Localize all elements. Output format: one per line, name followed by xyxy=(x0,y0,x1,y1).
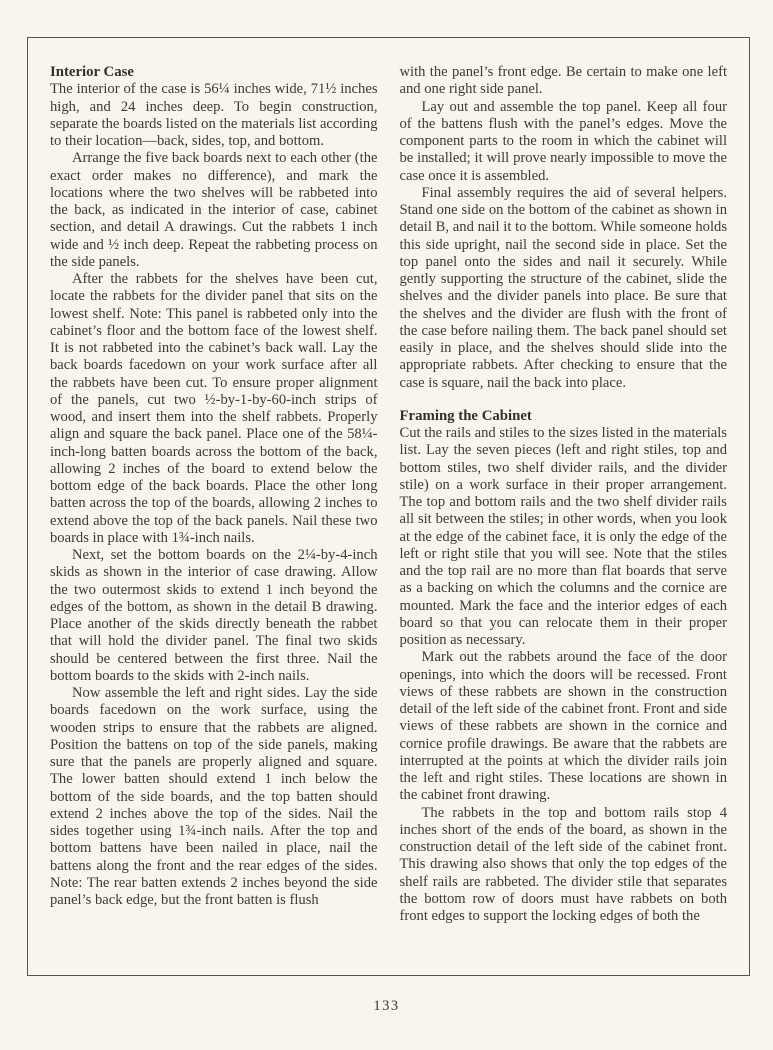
paragraph: with the panel’s front edge. Be certain to make one left and one right side panel. xyxy=(399,64,727,98)
paragraph: Final assembly requires the aid of several helpers. Stand one side on the bottom of the cabinet as shown in detail B, and nail it to the bottom. While someone holds this side upright, nail the second side in place. Set the top panel onto the sides and nail it securely. While gently supporting the structure of the cabinet, slide the shelves and the divider panels into place. Be sure that the shelves and the divider are flush with the front of the case before nailing them. The back panel should set easily in place, and the shelves should slide into the appropriate rabbets. After checking to ensure that the case is square, nail the back into place. xyxy=(399,184,727,391)
left-column xyxy=(50,64,378,955)
section-heading-framing-the-cabinet: Framing the Cabinet xyxy=(399,407,532,424)
paragraph: Now assemble the left and right sides. Lay the side boards facedown on the work surface, using the wooden strips to ensure that the rabbets are aligned. Position the battens on top of the side panels, making sure that the panels are properly aligned and square. The lower batten should extend 1 inch below the bottom of the side boards, and the top batten should extend 2 inches above the top of the sides. Nail the sides together using 1¾-inch nails. After the top and bottom battens have been nailed in place, nail the battens along the front and the rear edges of the sides. Note: The rear batten extends 2 inches beyond the side panel’s back edge, but the front batten is flush xyxy=(50,685,378,908)
paragraph: The interior of the case is 56¼ inches wide, 71½ inches high, and 24 inches deep. To begin construction, separate the boards listed on the materials list according to their location—back, sides, top, and bottom. xyxy=(50,81,378,149)
section-heading-interior-case: Interior Case xyxy=(50,64,134,80)
paragraph: After the rabbets for the shelves have been cut, locate the rabbets for the divider panel that sits on the lowest shelf. Note: This panel is rabbeted only into the cabinet’s floor and the bottom face of the lowest shelf. It is not rabbeted into the cabinet’s back wall. Lay the back boards facedown on your work surface after all the rabbets have been cut. To ensure proper alignment of the panels, cut two ½-by-1-by-60-inch strips of wood, and insert them into the shelf rabbets. Properly align and square the back panel. Place one of the 58¼-inch-long batten boards across the bottom of the back, allowing 2 inches of the board to extend below the bottom edge of the back boards. Place the other long batten across the top of the boards, allowing 2 inches to extend above the top of the back panels. Nail these two boards in place with 1¾-inch nails. xyxy=(50,271,378,546)
page-number: 133 xyxy=(373,998,400,1014)
right-column xyxy=(400,64,728,955)
paragraph: The rabbets in the top and bottom rails stop 4 inches short of the ends of the board, as shown in the construction detail of the left side of the cabinet front. This drawing also shows that only the top edges of the shelf rails are rabbeted. The divider stile that separates the bottom row of doors must have rabbets on both front edges to support the locking edges of both the xyxy=(399,804,727,924)
paragraph: Mark out the rabbets around the face of the door openings, into which the doors will be recessed. Front views of these rabbets are shown in the construction detail of the left side of the cabinet front. Front and side views of these rabbets are shown in the cornice and cornice profile drawings. Be aware that the rabbets are interrupted at the points at which the divider rails join the left and right stiles. These locations are shown in the cabinet front drawing. xyxy=(399,649,727,804)
paragraph: Next, set the bottom boards on the 2¼-by-4-inch skids as shown in the interior of case drawing. Allow the two outermost skids to extend 1 inch beyond the edges of the bottom, as shown in the detail B drawing. Place another of the skids directly beneath the rabbet that will hold the divider panel. The final two skids should be centered between the first three. Nail the bottom boards to the skids with 2-inch nails. xyxy=(50,547,378,684)
page-border-frame xyxy=(27,37,750,976)
paragraph: Arrange the five back boards next to each other (the exact order makes no difference), and mark the locations where the two shelves will be rabbeted into the back, as indicated in the interior of case, cabinet section, and detail A drawings. Cut the rabbets 1 inch wide and ½ inch deep. Repeat the rabbeting process on the side panels. xyxy=(50,150,378,270)
paragraph: Lay out and assemble the top panel. Keep all four of the battens flush with the panel’s edges. Move the component parts to the room in which the cabinet will be installed; it will prove nearly impossible to move the case once it is assembled. xyxy=(399,98,727,184)
paragraph: Cut the rails and stiles to the sizes listed in the materials list. Lay the seven pieces (left and right stiles, top and bottom stiles, two shelf divider rails, and the divider stile) on a work surface in their proper arrangement. The top and bottom rails and the two shelf divider rails all sit between the stiles; in other words, when you look at the edge of the cabinet face, it is only the edge of the left or right stile that you will see. Note that the stiles and the top rail are no more than flat boards that serve as a backing on which the columns and the cornice are mounted. Mark the face and the interior edges of each board so that you can relocate them in their proper position as necessary. xyxy=(399,425,727,648)
